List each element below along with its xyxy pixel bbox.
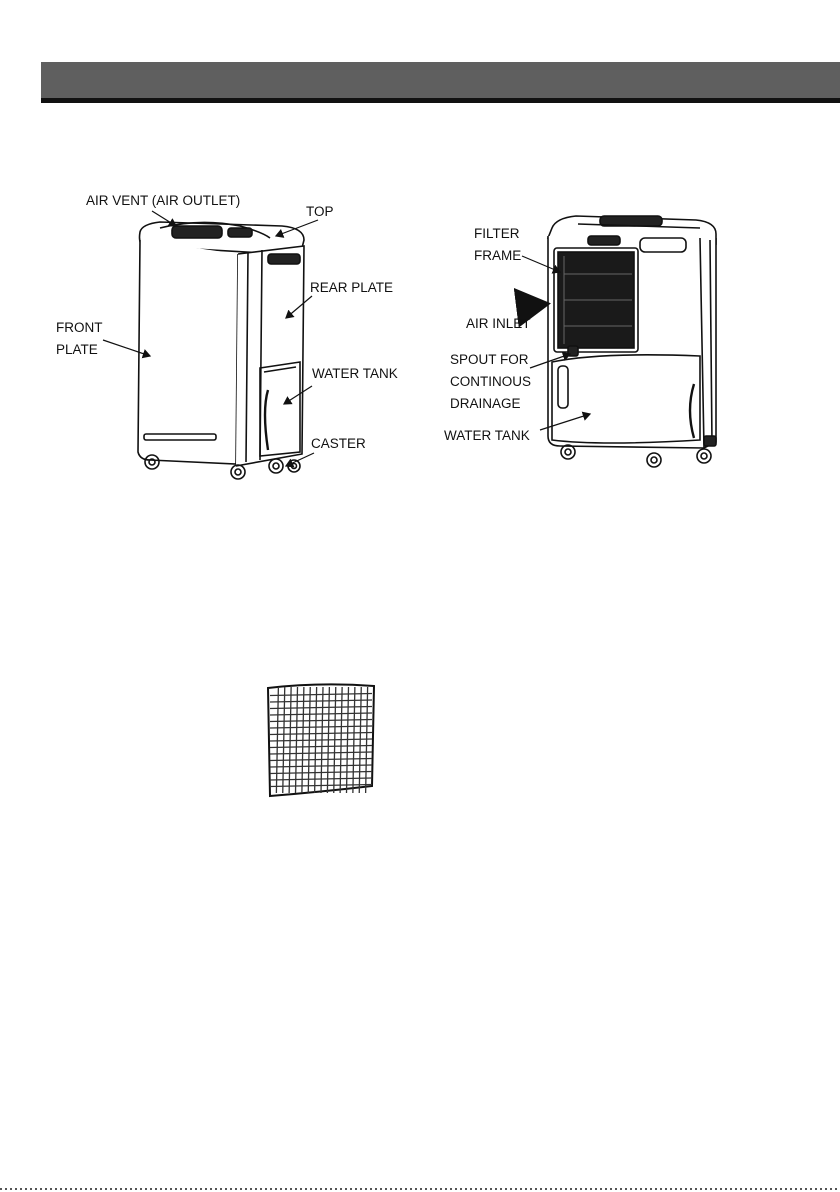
caster-label: CASTER — [311, 436, 366, 451]
water-tank-rear-label: WATER TANK — [444, 428, 530, 443]
water-tank-front-label: WATER TANK — [312, 366, 398, 381]
front-view-unit — [138, 222, 304, 479]
front-plate-label-line2: PLATE — [56, 342, 98, 357]
air-inlet-label: AIR INLET — [466, 316, 531, 331]
spout-label-line2: CONTINOUS — [450, 374, 531, 389]
air-vent-label: AIR VENT (AIR OUTLET) — [86, 193, 241, 208]
spout-label-line3: DRAINAGE — [450, 396, 521, 411]
top-label: TOP — [306, 204, 334, 219]
filter-mesh — [268, 684, 374, 796]
front-plate-label-line1: FRONT — [56, 320, 103, 335]
rear-plate-label: REAR PLATE — [310, 280, 394, 295]
spout-label-line1: SPOUT FOR — [450, 352, 529, 367]
filter-frame-label-line1: FILTER — [474, 226, 520, 241]
filter-frame-label-line2: FRAME — [474, 248, 522, 263]
rear-view-unit — [548, 216, 716, 467]
